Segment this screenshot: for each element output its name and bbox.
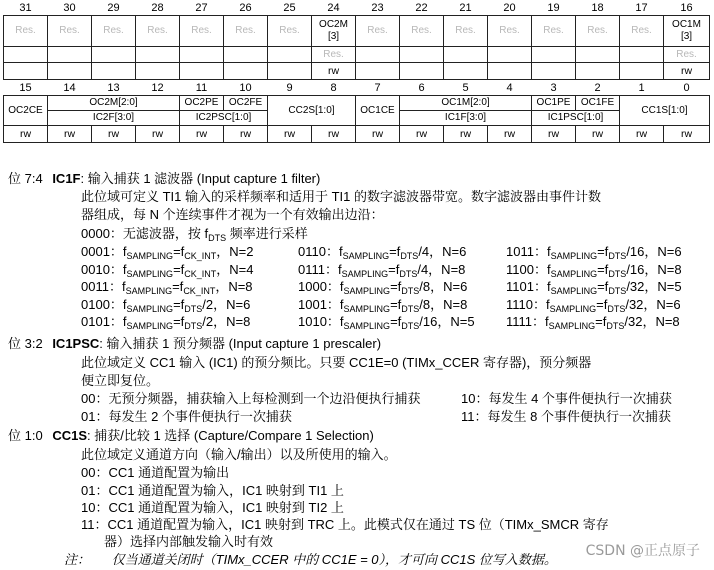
access-rw: rw [664, 126, 710, 143]
ic1f-option-0111: 0111：$f_{SAMPLING}=f_{DTS}/4$，N=8 [298, 262, 466, 279]
blank-cell [180, 47, 224, 63]
res-label: Res. [488, 16, 532, 47]
res-label: Res. [532, 16, 576, 47]
field-cc2s: CC2S[1:0] [268, 96, 356, 126]
ic1f-option-1111: 1111：$f_{SAMPLING}=f_{DTS}/32$，N=8 [506, 314, 680, 331]
ic1f-option-1101: 1101：$f_{SAMPLING}=f_{DTS}/32$，N=5 [506, 279, 682, 296]
ic1f-desc-line1: 此位域可定义 TI1 输入的采样频率和适用于 TI1 的数字滤波器带宽。数字滤波器由事件计数 [81, 189, 602, 204]
blank-cell [444, 63, 488, 80]
ic1f-option-1110: 1110：$f_{SAMPLING}=f_{DTS}/32$，N=6 [506, 297, 681, 314]
blank-cell [92, 47, 136, 63]
ic1f-desc-line2: 器组成，每 N 个连续事件才视为一个有效输出边沿： [81, 207, 384, 222]
field-oc2m: OC2M[2:0] [48, 96, 180, 111]
blank-cell [136, 47, 180, 63]
bit-number: 27 [195, 1, 208, 14]
ic1psc-option-01: 01：每发生 2 个事件便执行一次捕获 [81, 409, 292, 424]
bit-number: 1 [638, 81, 645, 94]
note-label: 注： [64, 552, 91, 567]
bit-number: 19 [547, 1, 560, 14]
ic1f-option-1001: 1001：$f_{SAMPLING}=f_{DTS}/8$，N=8 [298, 297, 468, 314]
upper-blank-row [4, 47, 710, 63]
ic1psc-name: IC1PSC [52, 336, 100, 351]
res-label: Res. [136, 16, 180, 47]
bit-number: 18 [591, 1, 604, 14]
blank-cell [224, 63, 268, 80]
res-label: Res. [444, 16, 488, 47]
access-rw: rw [620, 126, 664, 143]
bit-number: 21 [459, 1, 472, 14]
access-rw: rw [312, 63, 356, 80]
ic1f-bitpos: 位 7:4 [8, 171, 43, 186]
access-rw: rw [180, 126, 224, 143]
bit-number: 15 [19, 81, 32, 94]
ic1f-heading [8, 170, 320, 188]
cc1s-option-11a: 11：CC1 通道配置为输入，IC1 映射到 TRC 上。此模式仅在通过 TS 位（TIMx_SMCR 寄存 [81, 517, 609, 532]
field-oc2ce: OC2CE [4, 96, 48, 126]
res-label: Res. [356, 16, 400, 47]
res-label: Res. [312, 47, 356, 63]
bit-number: 12 [151, 81, 164, 94]
bit-number: 22 [415, 1, 428, 14]
cc1s-name: CC1S [52, 428, 87, 443]
upper-access-row [4, 63, 710, 80]
bit-number: 26 [239, 1, 252, 14]
blank-cell [48, 63, 92, 80]
ic1f-option-1010: 1010：$f_{SAMPLING}=f_{DTS}/16$，N=5 [298, 314, 475, 331]
access-rw: rw [4, 126, 48, 143]
access-rw: rw [136, 126, 180, 143]
blank-cell [620, 47, 664, 63]
blank-cell [4, 47, 48, 63]
bit-number: 10 [239, 81, 252, 94]
bit-number: 31 [19, 1, 32, 14]
blank-cell [444, 47, 488, 63]
access-rw: rw [576, 126, 620, 143]
ic1f-option-1011: 1011：$f_{SAMPLING}=f_{DTS}/16$，N=6 [506, 244, 682, 261]
lower-bit-number-row [4, 80, 710, 96]
res-label: Res. [400, 16, 444, 47]
cc1s-option-01: 01：CC1 通道配置为输入，IC1 映射到 TI1 上 [81, 483, 344, 498]
lower-field-row-a [4, 96, 710, 111]
res-label: Res. [4, 16, 48, 47]
upper-field-row [4, 16, 710, 47]
access-rw: rw [444, 126, 488, 143]
bit-number: 9 [286, 81, 293, 94]
blank-cell [488, 47, 532, 63]
blank-cell [532, 63, 576, 80]
res-label: Res. [48, 16, 92, 47]
ic1psc-desc-line2: 便立即复位。 [81, 373, 160, 388]
bit-number: 17 [635, 1, 648, 14]
ic1psc-desc-line1: 此位域定义 CC1 输入 (IC1) 的预分频比。只要 CC1E=0 (TIMx_CCER 寄存器)，预分频器 [81, 355, 592, 370]
ic1f-option-0000: 0000：无滤波器，按 $f_{DTS}$ 频率进行采样 [81, 226, 308, 243]
bit-number: 13 [107, 81, 120, 94]
ic1f-option-0010: 0010：$f_{SAMPLING}=f_{CK\_INT}$，N=4 [81, 262, 254, 279]
note-text: 仅当通道关闭时（TIMx_CCER 中的 CC1E = 0），才可向 CC1S 位写入数据。 [111, 552, 557, 567]
blank-cell [400, 63, 444, 80]
field-oc1m-3: OC1M [3] [664, 16, 710, 47]
ic1f-option-1000: 1000：$f_{SAMPLING}=f_{DTS}/8$，N=6 [298, 279, 468, 296]
access-rw: rw [664, 63, 710, 80]
access-rw: rw [400, 126, 444, 143]
lower-access-row [4, 126, 710, 143]
ic1psc-title: : 输入捕获 1 预分频器 (Input capture 1 prescaler) [99, 336, 382, 351]
cc1s-bitpos: 位 1:0 [8, 428, 43, 443]
bit-number: 14 [63, 81, 76, 94]
ic1f-name: IC1F [52, 171, 81, 186]
bit-number: 29 [107, 1, 120, 14]
res-label: Res. [180, 16, 224, 47]
access-rw: rw [92, 126, 136, 143]
blank-cell [268, 47, 312, 63]
access-rw: rw [488, 126, 532, 143]
field-ic2psc: IC2PSC[1:0] [180, 111, 268, 126]
access-rw: rw [532, 126, 576, 143]
cc1s-note [64, 551, 557, 569]
blank-cell [488, 63, 532, 80]
bit-number: 8 [330, 81, 337, 94]
field-oc1m: OC1M[2:0] [400, 96, 532, 111]
bit-number: 5 [462, 81, 469, 94]
blank-cell [532, 47, 576, 63]
ic1f-option-0001: 0001：$f_{SAMPLING}=f_{CK\_INT}$，N=2 [81, 244, 254, 261]
bit-number: 6 [418, 81, 425, 94]
bit-number: 24 [327, 1, 340, 14]
bit-number: 0 [683, 81, 690, 94]
access-rw: rw [268, 126, 312, 143]
blank-cell [180, 63, 224, 80]
res-label: Res. [576, 16, 620, 47]
blank-cell [48, 47, 92, 63]
blank-cell [356, 63, 400, 80]
access-rw: rw [48, 126, 92, 143]
cc1s-option-10: 10：CC1 通道配置为输入，IC1 映射到 TI2 上 [81, 500, 344, 515]
access-rw: rw [312, 126, 356, 143]
bit-number: 4 [506, 81, 513, 94]
field-oc2m-3: OC2M [3] [312, 16, 356, 47]
bit-number: 28 [151, 1, 164, 14]
field-ic1f: IC1F[3:0] [400, 111, 532, 126]
ic1psc-option-00: 00：无预分频器，捕获输入上每检测到一个边沿便执行捕获 [81, 391, 421, 406]
field-oc2pe: OC2PE [180, 96, 224, 111]
ic1f-option-1100: 1100：$f_{SAMPLING}=f_{DTS}/16$，N=8 [506, 262, 682, 279]
ic1psc-option-10: 10：每发生 4 个事件便执行一次捕获 [461, 391, 672, 406]
cc1s-title: : 捕获/比较 1 选择 (Capture/Compare 1 Selection) [87, 428, 374, 443]
cc1s-desc: 此位域定义通道方向（输入/输出）以及所使用的输入。 [81, 447, 397, 462]
bit-number: 25 [283, 1, 296, 14]
upper-bit-number-row [4, 0, 710, 16]
bit-number: 30 [63, 1, 76, 14]
field-ic2f: IC2F[3:0] [48, 111, 180, 126]
blank-cell [356, 47, 400, 63]
bit-number: 3 [550, 81, 557, 94]
blank-cell [400, 47, 444, 63]
ic1psc-bitpos: 位 3:2 [8, 336, 43, 351]
bit-number: 11 [195, 81, 208, 94]
blank-cell [4, 63, 48, 80]
cc1s-option-11b: 器）选择内部触发输入时有效 [104, 534, 274, 549]
ic1f-option-0100: 0100：$f_{SAMPLING}=f_{DTS}/2$，N=6 [81, 297, 251, 314]
field-oc1pe: OC1PE [532, 96, 576, 111]
res-label: Res. [620, 16, 664, 47]
ic1f-option-0101: 0101：$f_{SAMPLING}=f_{DTS}/2$，N=8 [81, 314, 251, 331]
bit-number: 23 [371, 1, 384, 14]
blank-cell [136, 63, 180, 80]
access-rw: rw [224, 126, 268, 143]
ic1f-option-0011: 0011：$f_{SAMPLING}=f_{CK\_INT}$，N=8 [81, 279, 253, 296]
csdn-watermark: CSDN @正点原子 [585, 543, 700, 559]
blank-cell [620, 63, 664, 80]
field-oc1ce: OC1CE [356, 96, 400, 126]
field-cc1s: CC1S[1:0] [620, 96, 710, 126]
res-label: Res. [664, 47, 710, 63]
ic1f-title: : 输入捕获 1 滤波器 (Input capture 1 filter) [80, 171, 321, 186]
ic1f-option-0110: 0110：$f_{SAMPLING}=f_{DTS}/4$，N=6 [298, 244, 467, 261]
bit-number: 20 [503, 1, 516, 14]
ic1psc-heading [8, 335, 381, 353]
res-label: Res. [224, 16, 268, 47]
blank-cell [224, 47, 268, 63]
blank-cell [92, 63, 136, 80]
field-ic1psc: IC1PSC[1:0] [532, 111, 620, 126]
res-label: Res. [268, 16, 312, 47]
cc1s-heading [8, 427, 374, 445]
blank-cell [576, 47, 620, 63]
access-rw: rw [356, 126, 400, 143]
blank-cell [576, 63, 620, 80]
cc1s-option-00: 00：CC1 通道配置为输出 [81, 465, 230, 480]
res-label: Res. [92, 16, 136, 47]
field-oc2fe: OC2FE [224, 96, 268, 111]
ic1psc-option-11: 11：每发生 8 个事件便执行一次捕获 [461, 409, 671, 424]
field-oc1fe: OC1FE [576, 96, 620, 111]
blank-cell [268, 63, 312, 80]
bit-number: 2 [594, 81, 601, 94]
bit-number: 7 [374, 81, 381, 94]
register-bit-table [3, 0, 710, 143]
bit-number: 16 [680, 1, 693, 14]
